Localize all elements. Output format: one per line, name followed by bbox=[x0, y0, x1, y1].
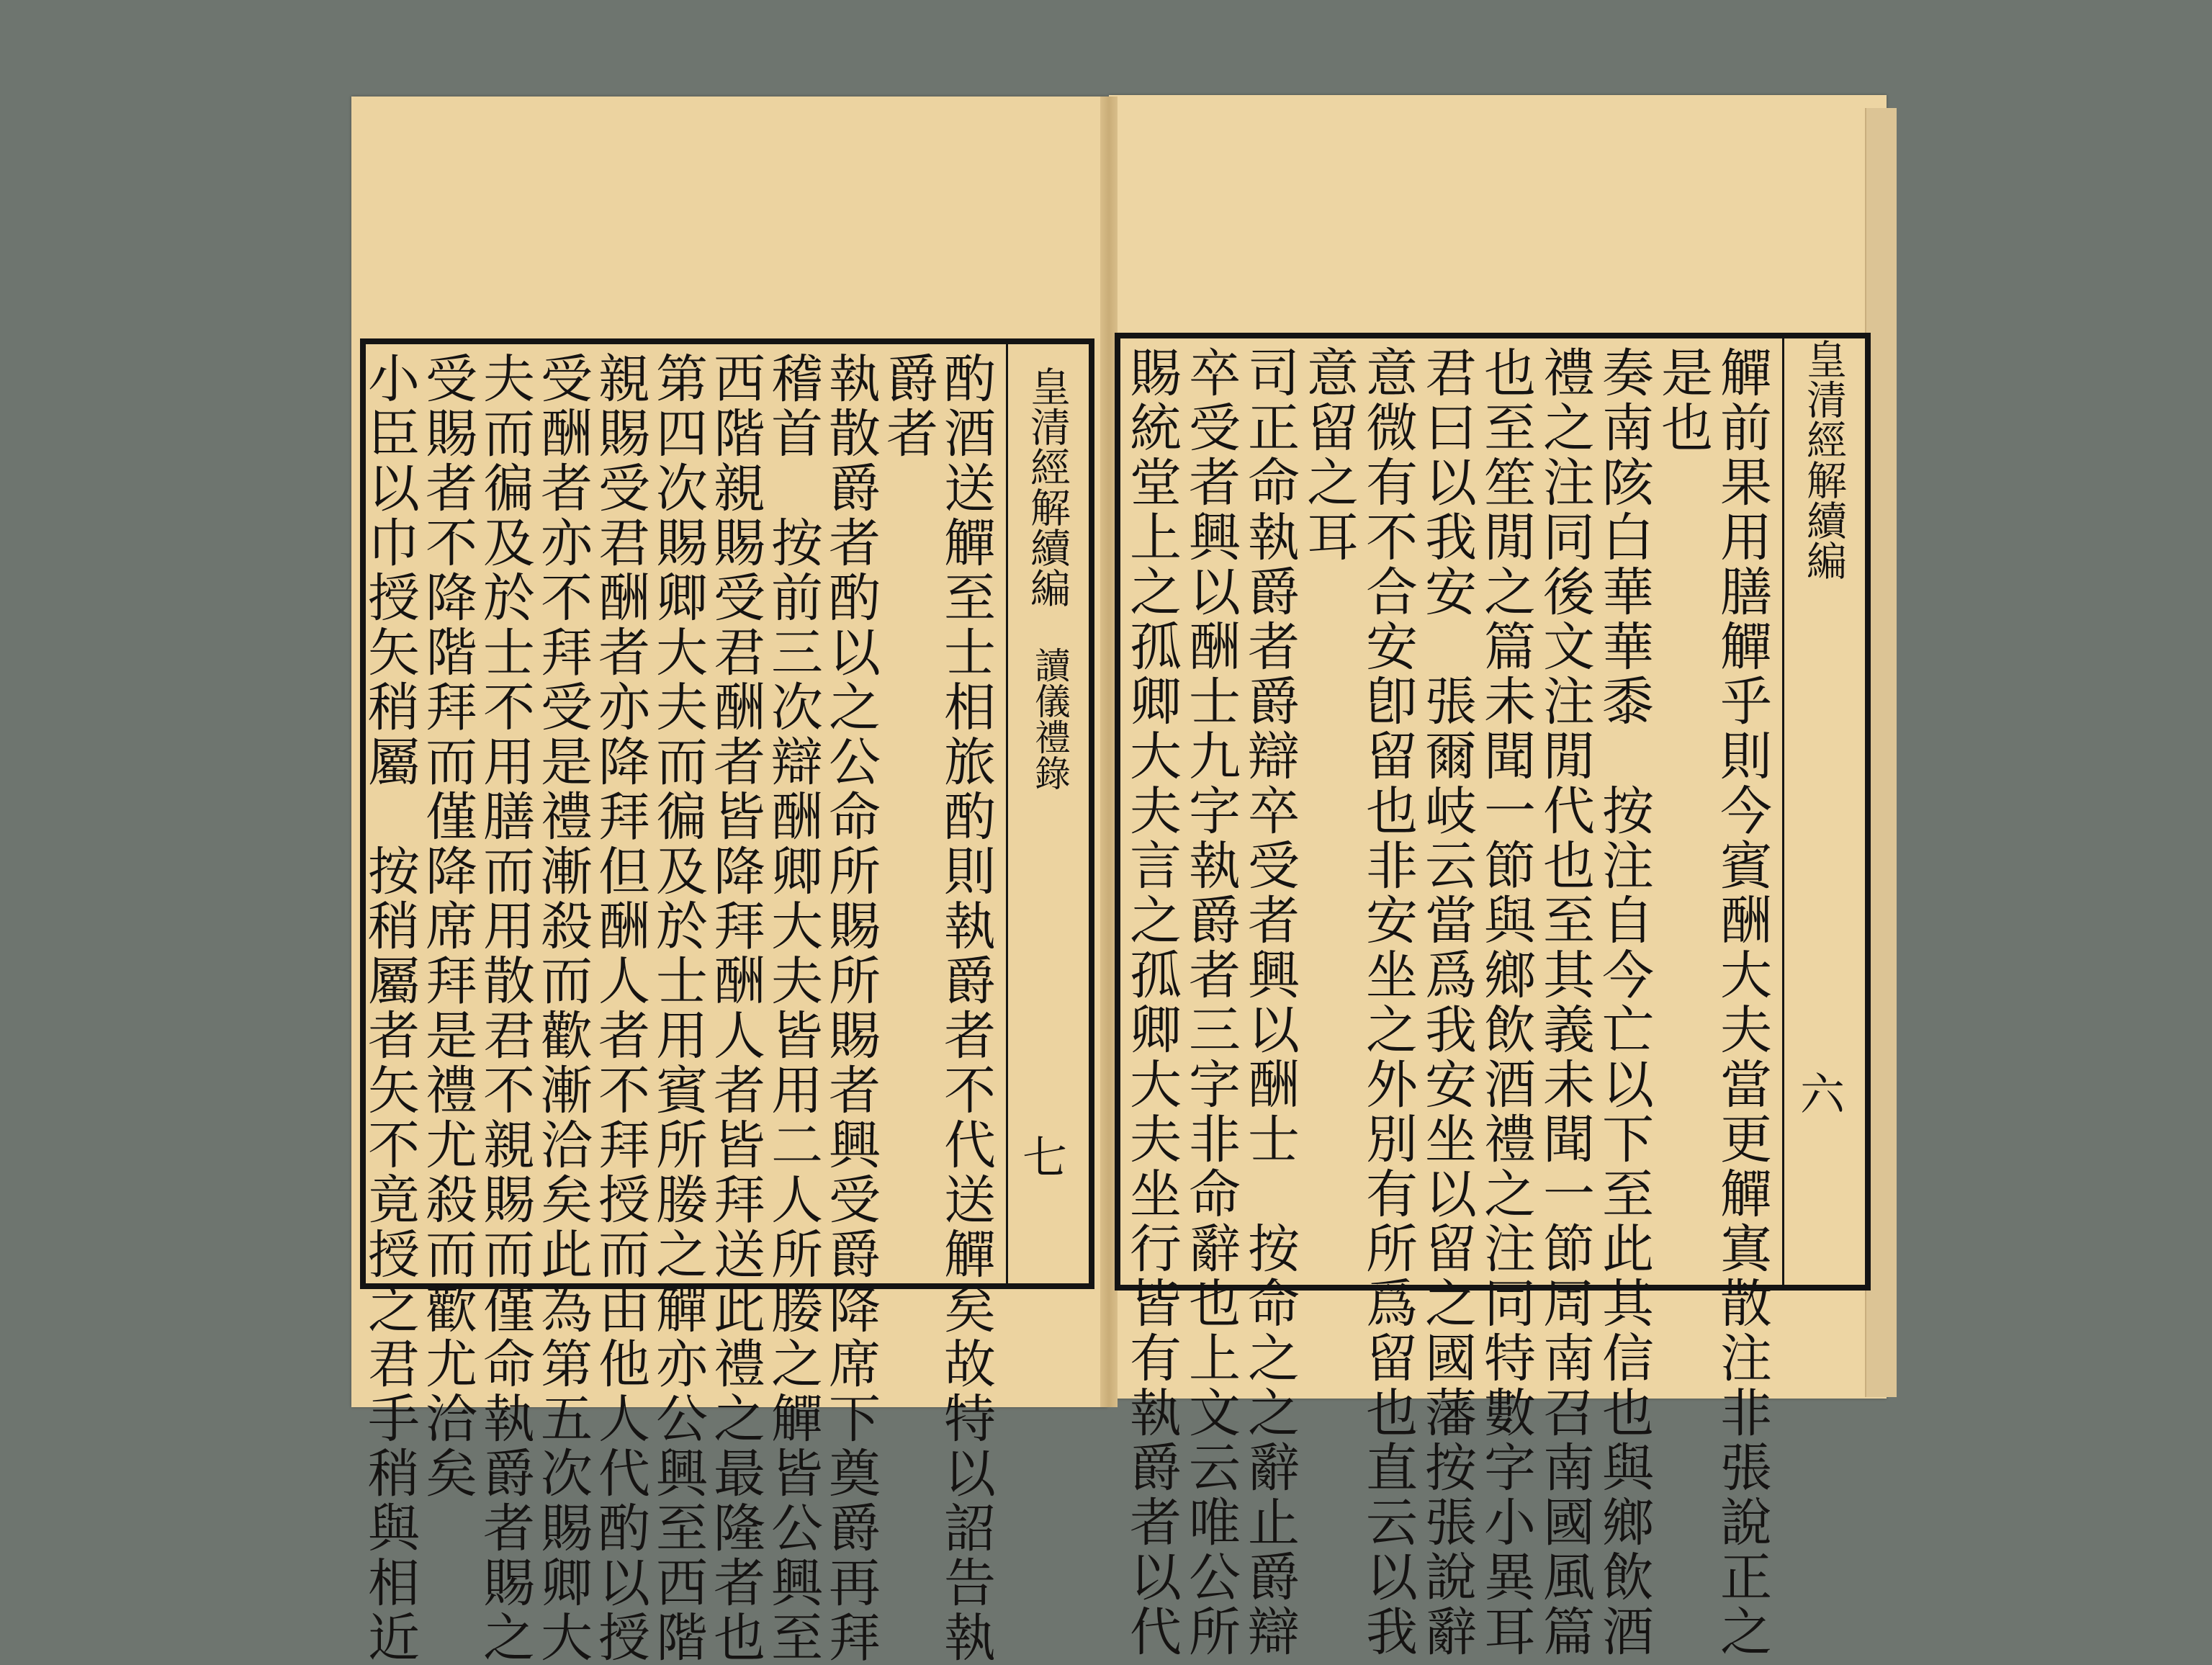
left-page-number: 七 bbox=[1022, 1131, 1067, 1184]
text-column: 意微有不合安卽留也非安坐之外別有所爲留也直云以我 bbox=[1357, 346, 1418, 1659]
text-column: 受賜者不降階拜而僅降席拜是禮尤殺而歡尤洽矣 bbox=[417, 351, 477, 1501]
text-column: 觶前果用膳觶乎則今賓酬大夫當更觶寘散注非張說正之 bbox=[1712, 346, 1772, 1659]
text-column: 意留之耳 bbox=[1298, 346, 1359, 565]
text-column: 小臣以巾授矢稍屬 按稍屬者矢不竟授之君手稍與相近 bbox=[359, 351, 420, 1665]
text-column: 卒受者興以酬士九字執爵者三字非命辭也上文云唯公所 bbox=[1180, 346, 1241, 1659]
right-banner-divider bbox=[1782, 338, 1784, 1285]
text-column: 西階親賜受君酬者皆降拜酬人者皆拜送此禮之最隆者也 bbox=[705, 351, 765, 1665]
text-column: 親賜受君酬者亦降拜但酬人者不拜授而由他人代酌以授 bbox=[590, 351, 650, 1665]
right-book-title: 皇清經解續編 bbox=[1800, 338, 1847, 580]
text-column: 第四次賜卿大夫而徧及於士用賓所媵之觶亦公興至西階 bbox=[647, 351, 708, 1665]
text-column: 是也 bbox=[1653, 346, 1713, 455]
text-column: 執散爵者酌以之公命所賜所賜者興受爵降席下奠爵再拜 bbox=[820, 351, 881, 1665]
left-banner-divider bbox=[1006, 344, 1008, 1283]
left-chapter-title: 讀儀禮錄 bbox=[1029, 647, 1071, 791]
text-column: 賜統堂上之孤卿大夫言之孤卿大夫坐行皆有執爵者以代 bbox=[1121, 346, 1182, 1659]
text-column: 酌酒送觶至士相旅酌則執爵者不代送觶矣故特以詔告執 bbox=[935, 351, 996, 1665]
text-column: 奏南陔白華華黍 按注自今亡以下至此其信也與鄉飲酒 bbox=[1593, 346, 1654, 1659]
text-column: 禮之注同後文注閒代也至其義未聞一節周南召南國風篇 bbox=[1534, 346, 1595, 1659]
left-text-frame bbox=[359, 338, 1094, 1665]
left-book-title: 皇清經解續編 bbox=[1024, 366, 1071, 608]
text-column: 稽首 按前三次辯酬卿大夫皆用二人所媵之觶皆公興至 bbox=[763, 351, 823, 1665]
right-page-number: 六 bbox=[1799, 1068, 1845, 1121]
text-column: 爵者 bbox=[878, 351, 938, 461]
text-column: 君曰以我安 張爾岐云當爲我安坐以留之國藩按張說辭 bbox=[1416, 346, 1477, 1659]
text-column: 夫而徧及於士不用膳而用散君不親賜而僅命執爵者賜之 bbox=[475, 351, 535, 1665]
text-column: 受酬者亦不拜受是禮漸殺而歡漸洽矣此為第五次賜卿大 bbox=[532, 351, 593, 1665]
right-text-frame bbox=[1115, 333, 1871, 1659]
text-column: 司正命執爵者爵辯卒受者興以酬士 按命之之辭止爵辯 bbox=[1239, 346, 1300, 1659]
text-column: 也至笙閒之篇未聞一節與鄉飲酒禮之注同特數字小異耳 bbox=[1475, 346, 1536, 1659]
